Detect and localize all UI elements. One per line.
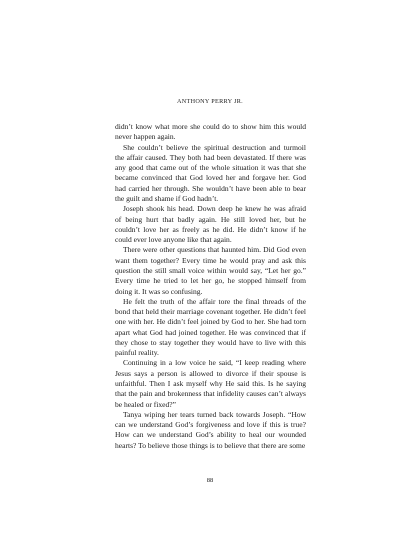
paragraph: He felt the truth of the affair tore the final threads of the bond that held their marriage covenant together. He didn’t feel one with her. He didn’t feel joined by God to her. She had torn apart what God had joined together. He was convinced that if they chose to stay together they would have to live with this painful reality. (115, 296, 306, 358)
paragraph: There were other questions that haunted him. Did God even want them together? Every time he would pray and ask this question the still small voice within would say, “Let her go.” Every time he tried to let her go, he stopped himself from doing it. It was so confusing. (115, 245, 306, 296)
paragraph: didn’t know what more she could do to show him this would never happen again. (115, 122, 306, 142)
paragraph: Joseph shook his head. Down deep he knew he was afraid of being hurt that badly again. He still loved her, but he couldn’t love her as freely as he did. He didn’t know if he could ever love anyone like that again. (115, 204, 306, 245)
page-number: 88 (206, 477, 214, 484)
running-head: ANTHONY PERRY JR. (176, 98, 243, 105)
paragraph: Continuing in a low voice he said, “I keep reading where Jesus says a person is allowed to divorce if their spouse is unfaithful. Then I ask myself why He said this. Is he saying that the pain and brokenness that infidelity causes can’t always be healed or fixed?” (115, 358, 306, 409)
paragraph: Tanya wiping her tears turned back towards Joseph. “How can we understand God’s forgiveness and love if this is true? How can we understand God’s ability to heal our wounded hearts? To believe those things is to believe that there are some (115, 409, 306, 450)
paragraph: She couldn’t believe the spiritual destruction and turmoil the affair caused. They both had been devastated. If there was any good that came out of the whole situation it was that she became convinced that God loved her and forgave her. God had carried her through. She wouldn’t have been able to bear the guilt and shame if God hadn’t. (115, 142, 306, 203)
body-text (115, 122, 306, 451)
